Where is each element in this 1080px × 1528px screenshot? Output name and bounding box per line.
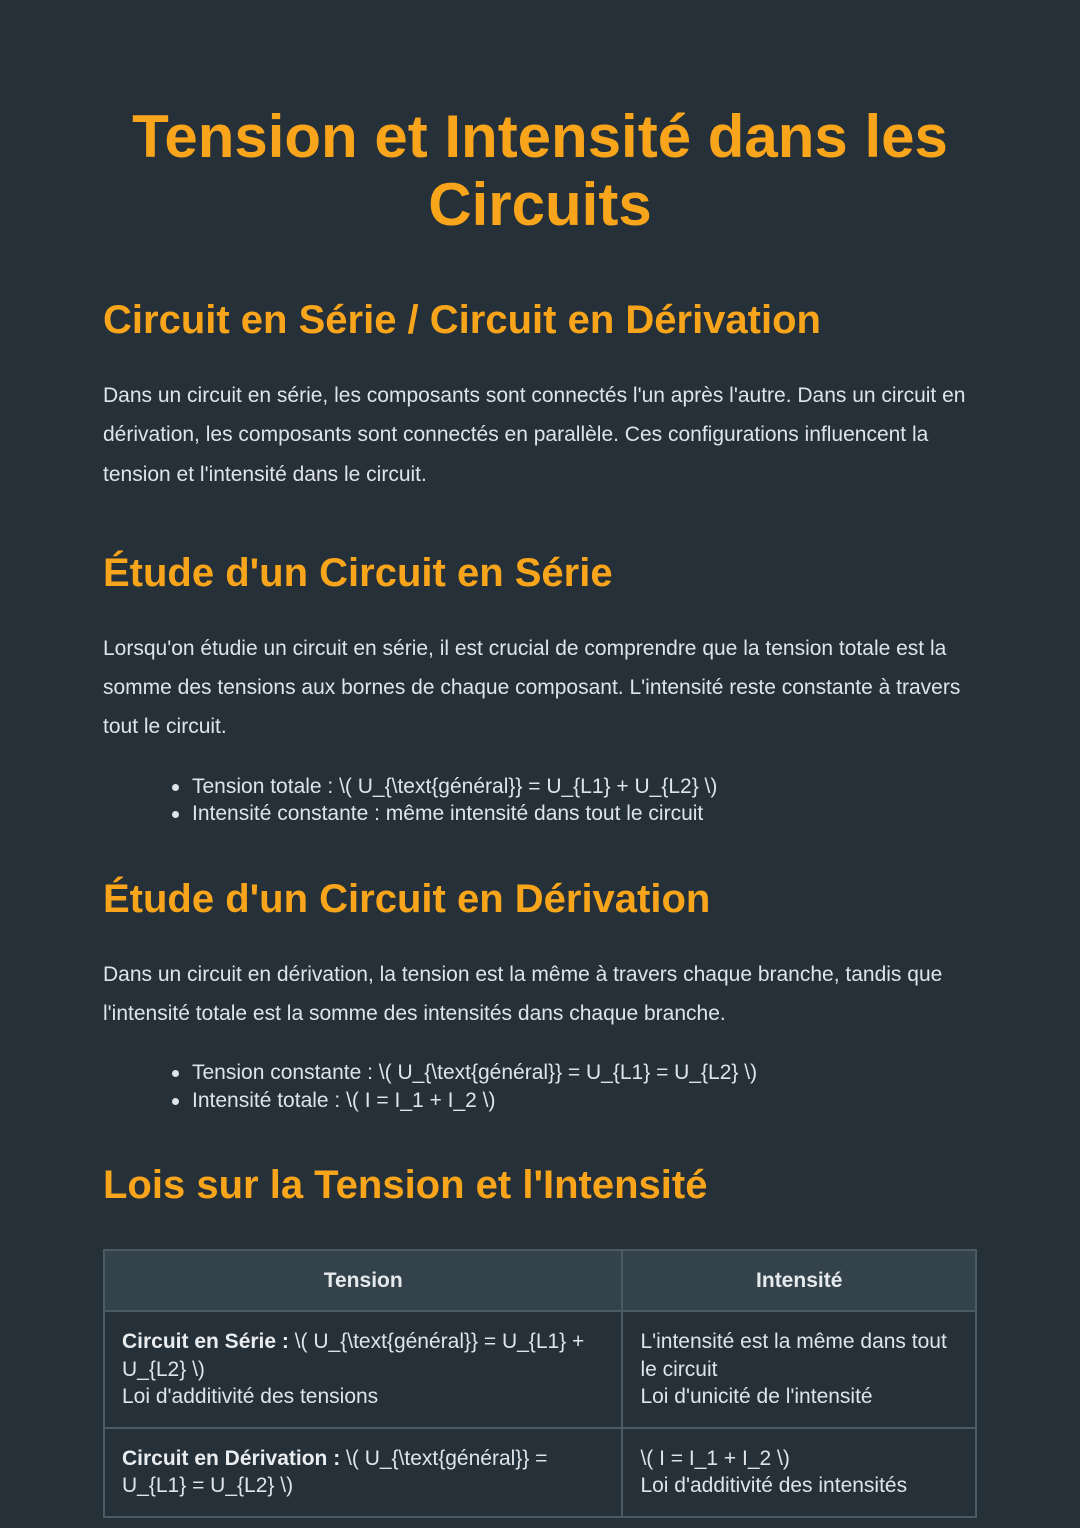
page-title-line-2: Circuits <box>428 171 652 238</box>
bullet-list-serie <box>103 773 977 828</box>
bullet-list-derivation <box>103 1059 977 1114</box>
cell-label: Circuit en Dérivation : <box>122 1446 341 1470</box>
page-title-line-1: Tension et Intensité dans les <box>132 103 948 170</box>
heading-etude-derivation: Étude d'un Circuit en Dérivation <box>103 876 711 921</box>
paragraph-etude-serie: Lorsqu'on étudie un circuit en série, il est crucial de comprendre que la tension totale est la somme des tensions aux bornes de chaque composant. L'intensité reste constante à travers tout le circuit. <box>103 636 961 739</box>
cell-law: Loi d'additivité des tensions <box>122 1385 379 1409</box>
heading-lois: Lois sur la Tension et l'Intensité <box>103 1163 708 1208</box>
cell-formula: \( U_{\text{général}} = U_{L1} + U_{L2} \) <box>122 1330 585 1381</box>
heading-serie-derivation: Circuit en Série / Circuit en Dérivation <box>103 298 821 342</box>
table-header-row <box>104 1250 976 1311</box>
lois-table <box>103 1249 977 1518</box>
cell-law: Loi d'additivité des intensités <box>640 1474 908 1498</box>
table-cell-tension <box>104 1428 622 1517</box>
table-cell-intensite <box>622 1428 976 1517</box>
cell-formula: \( U_{\text{général}} = U_{L1} = U_{L2} \) <box>122 1446 548 1498</box>
list-item: Intensité constante : même intensité dans tout le circuit <box>192 800 977 828</box>
table-cell-intensite <box>622 1311 976 1428</box>
heading-etude-serie: Étude d'un Circuit en Série <box>103 550 613 595</box>
table-cell-tension <box>104 1311 622 1428</box>
page-title <box>103 0 977 239</box>
table-header-tension: Tension <box>104 1250 622 1311</box>
table-header-intensite: Intensité <box>622 1250 976 1311</box>
cell-label: Circuit en Série : <box>122 1330 289 1354</box>
paragraph-serie-derivation: Dans un circuit en série, les composants sont connectés l'un après l'autre. Dans un circuit en dérivation, les composants sont connectés en parallèle. Ces configurations influencent la tension et l'intensité dans le circuit. <box>103 384 966 486</box>
list-item: Tension totale : \( U_{\text{général}} = U_{L1} + U_{L2} \) <box>192 773 977 801</box>
cell-law: Loi d'unicité de l'intensité <box>640 1385 873 1409</box>
table-row <box>104 1311 976 1428</box>
cell-text: L'intensité est la même dans tout le circuit <box>640 1330 947 1381</box>
list-item: Tension constante : \( U_{\text{général}} = U_{L1} = U_{L2} \) <box>192 1059 977 1087</box>
list-item: Intensité totale : \( I = I_1 + I_2 \) <box>192 1087 977 1115</box>
paragraph-etude-derivation: Dans un circuit en dérivation, la tension est la même à travers chaque branche, tandis que l'intensité totale est la somme des intensités dans chaque branche. <box>103 962 943 1026</box>
table-row <box>104 1428 976 1517</box>
cell-text: \( I = I_1 + I_2 \) <box>640 1446 790 1470</box>
